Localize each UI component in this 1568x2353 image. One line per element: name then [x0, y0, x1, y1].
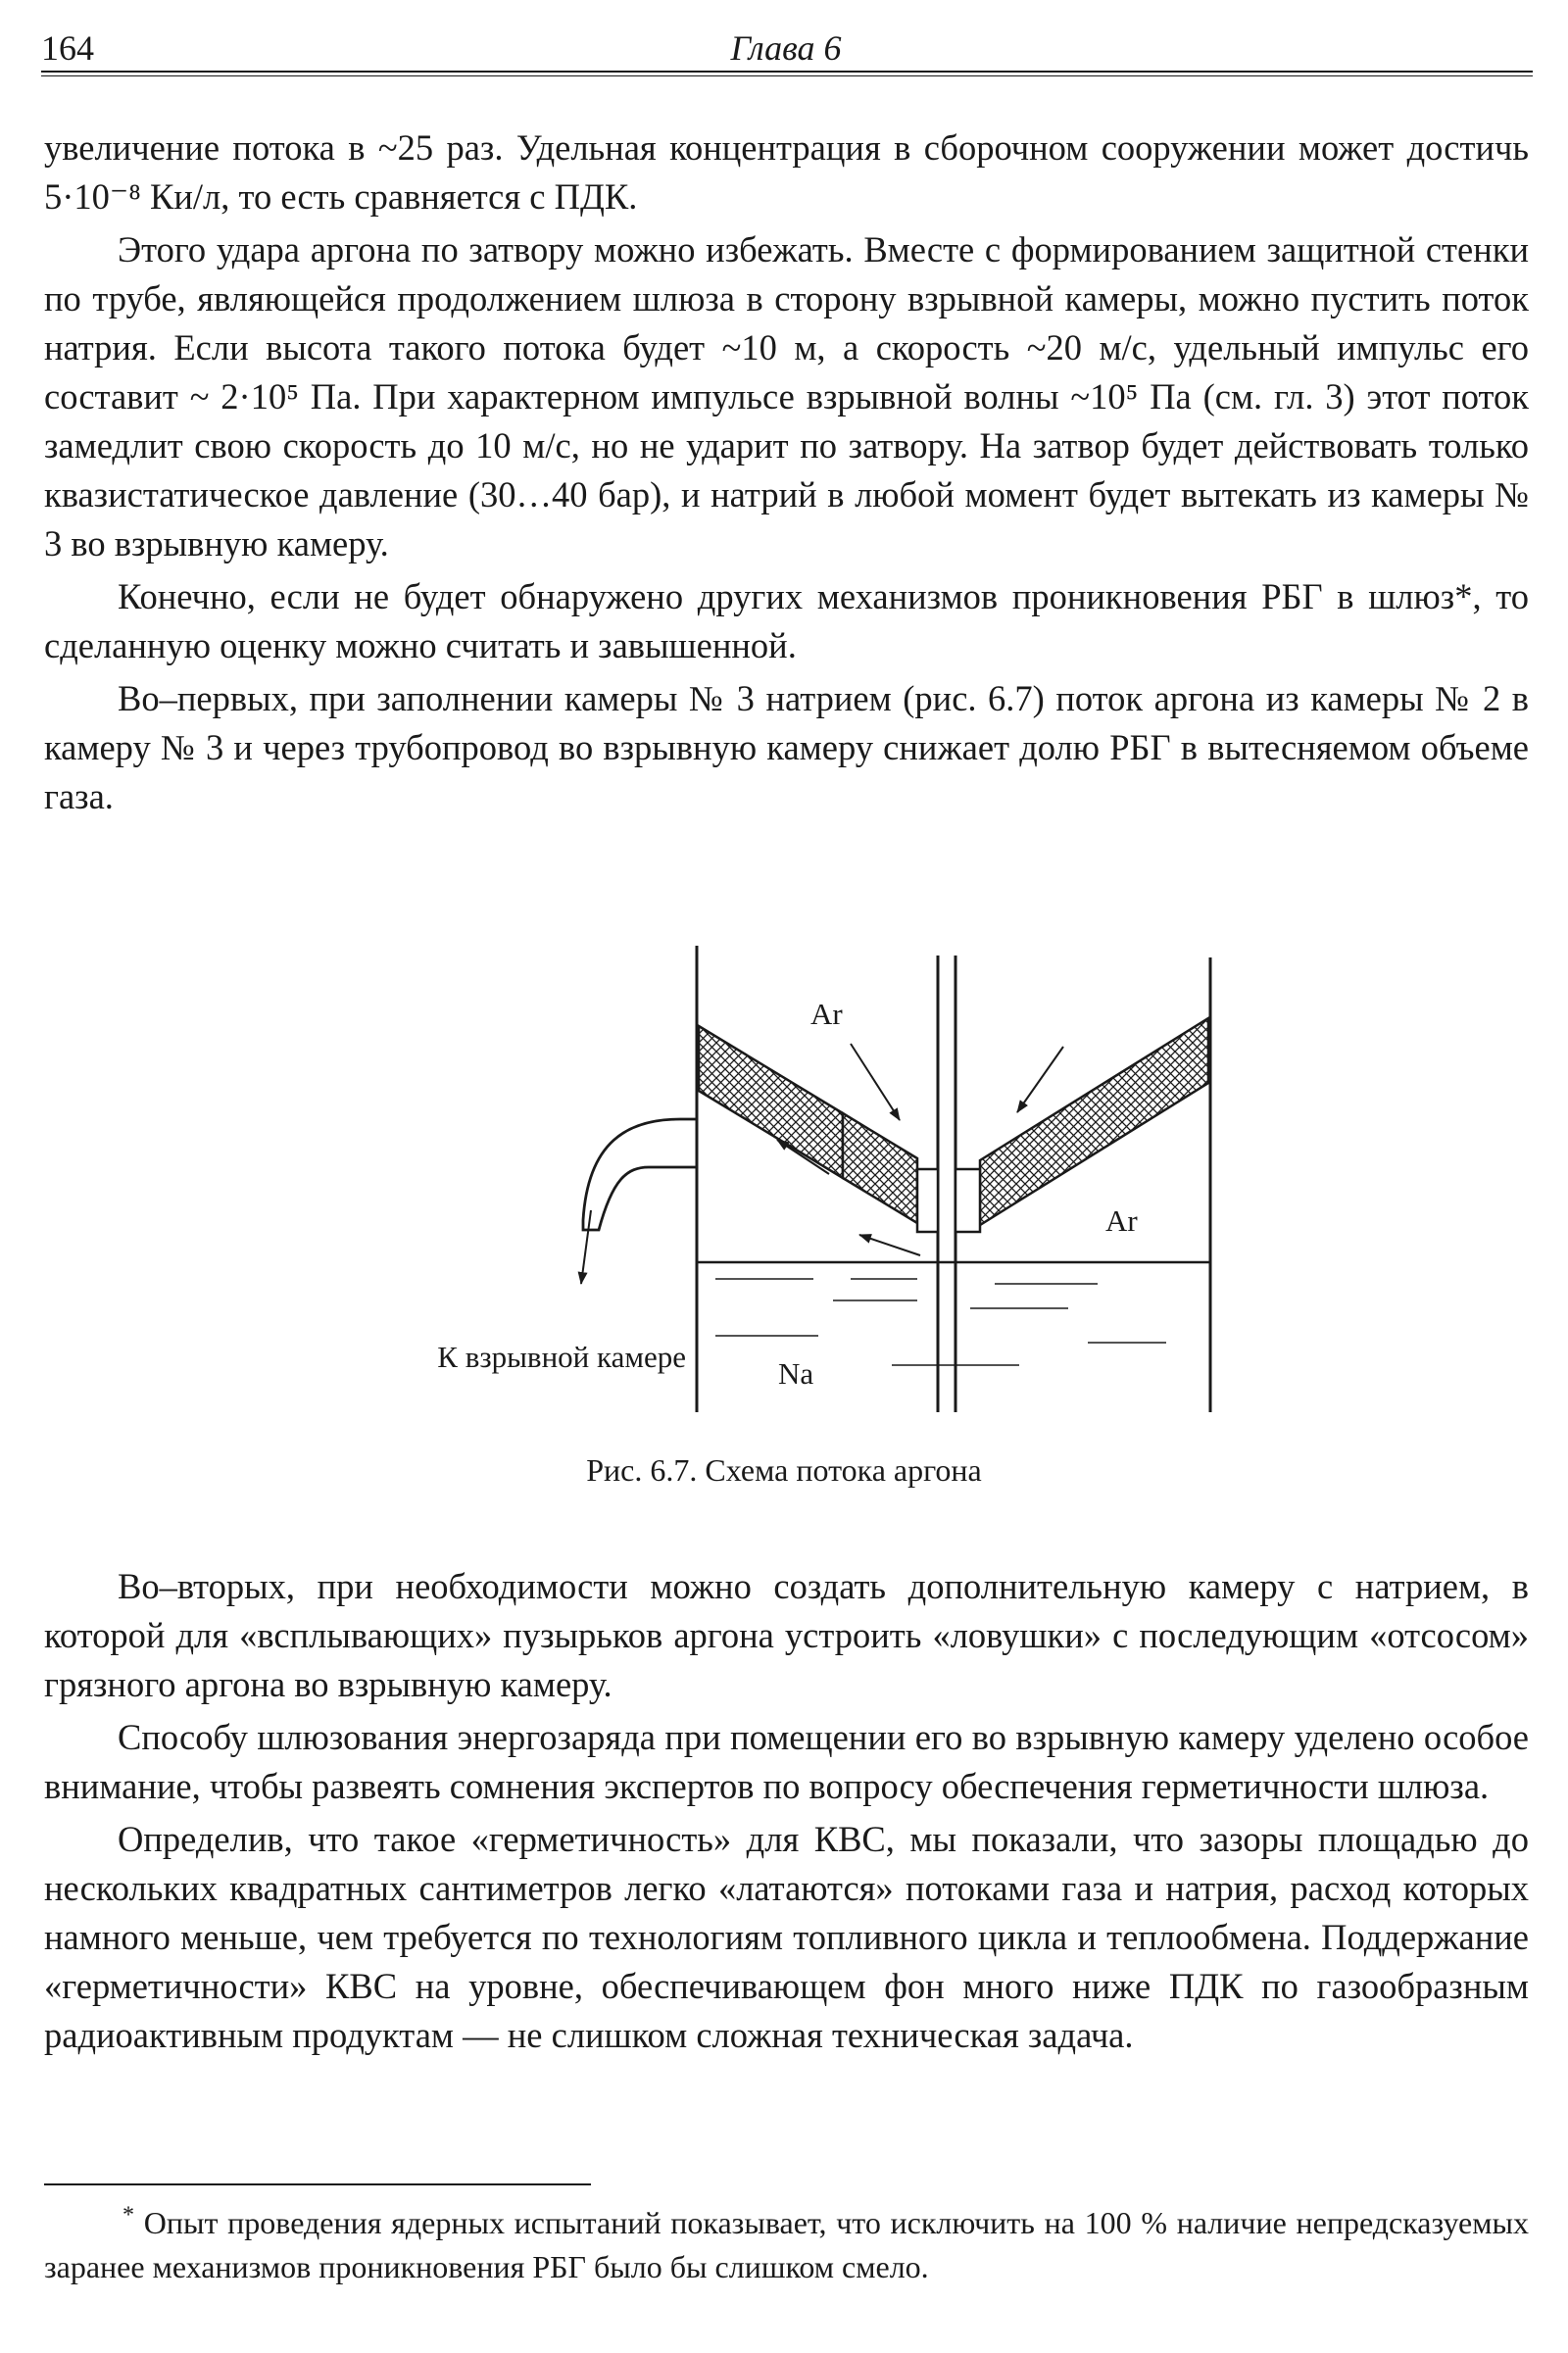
- hatched-wall-right: [980, 1018, 1208, 1225]
- label-outlet: К взрывной камере: [437, 1340, 686, 1374]
- paragraph-6: Способу шлюзования энергозаряда при помещении его во взрывную камеру уделено особое внимание, чтобы развеять сомнения экспертов по вопросу обеспечения герметичности шлюза.: [44, 1717, 1529, 1806]
- paragraph-1: увеличение потока в ~25 раз. Удельная концентрация в сборочном сооружении может достичь 5·10⁻⁸ Ки/л, то есть сравняется с ПДК.: [44, 127, 1529, 217]
- arrow-ar-in-right: [1017, 1047, 1063, 1112]
- paragraph-2: Этого удара аргона по затвору можно избежать. Вместе с формированием защитной стенки по трубе, являющейся продолжением шлюза в сторону взрывной камеры, можно пустить поток натрия. Если высота такого потока будет ~10 м, а скорость ~20 м/с, удельный импульс его составит ~ 2·10⁵ Па. При характерном импульсе взрывной волны ~10⁵ Па (см. гл. 3) этот поток замедлит свою скорость до 10 м/с, но не ударит по затвору. На затвор будет действовать только квазистатическое давление (30…40 бар), и натрий в любой момент будет вытекать из камеры № 3 во взрывную камеру.: [44, 229, 1529, 564]
- header-rule-thin: [41, 75, 1533, 76]
- chapter-title: Глава 6: [730, 28, 842, 68]
- figure-caption: Рис. 6.7. Схема потока аргона: [586, 1452, 982, 1488]
- paragraph-4: Во–первых, при заполнении камеры № 3 натрием (рис. 6.7) поток аргона из камеры № 2 в камеру № 3 и через трубопровод во взрывную камеру снижает долю РБГ в вытесняемом объеме газа.: [44, 678, 1529, 816]
- arrow-ar-flow: [859, 1235, 920, 1255]
- outlet-pipe: [583, 1119, 697, 1230]
- header-rule: [41, 71, 1533, 73]
- paragraph-3: Конечно, если не будет обнаружено других механизмов проникновения РБГ в шлюз*, то сделанную оценку можно считать и завышенной.: [44, 576, 1529, 665]
- footnote: [44, 2201, 1529, 2289]
- figure-argon-flow: [284, 946, 1264, 1416]
- paragraph-5: Во–вторых, при необходимости можно создать дополнительную камеру с натрием, в которой для «всплывающих» пузырьков аргона устроить «ловушки» с последующим «отсосом» грязного аргона во взрывную камеру.: [44, 1566, 1529, 1704]
- hatched-wall-left: [699, 1026, 843, 1178]
- page-header: [41, 27, 1531, 76]
- argon-flow-diagram: [284, 946, 1264, 1416]
- arrow-ar-in-left: [851, 1044, 900, 1120]
- label-na: Na: [778, 1356, 814, 1391]
- footnote-marker: *: [122, 2202, 134, 2229]
- label-ar-right: Ar: [1105, 1203, 1138, 1238]
- hatched-wall-left-lower: [843, 1113, 917, 1223]
- paragraph-7: Определив, что такое «герметичность» для КВС, мы показали, что зазоры площадью до нескольких квадратных сантиметров легко «латаются» потоками газа и натрия, расход которых намного меньше, чем требуется по технологиям топливного цикла и теплообмена. Поддержание «герметичности» КВС на уровне, обеспечивающем фон много ниже ПДК по газообразным радиоактивным продуктам — не слишком сложная техническая задача.: [44, 1819, 1529, 2055]
- gate-block-left: [917, 1169, 938, 1232]
- footnote-rule: [44, 2183, 591, 2185]
- gate-block-right: [956, 1169, 980, 1232]
- body-text-top: [44, 123, 1529, 821]
- label-ar-top: Ar: [810, 997, 843, 1031]
- footnote-text: Опыт проведения ядерных испытаний показывает, что исключить на 100 % наличие непредсказуемых заранее механизмов проникновения РБГ было бы слишком смело.: [44, 2205, 1530, 2284]
- page-number: 164: [41, 28, 94, 68]
- body-text-bottom: [44, 1562, 1529, 2060]
